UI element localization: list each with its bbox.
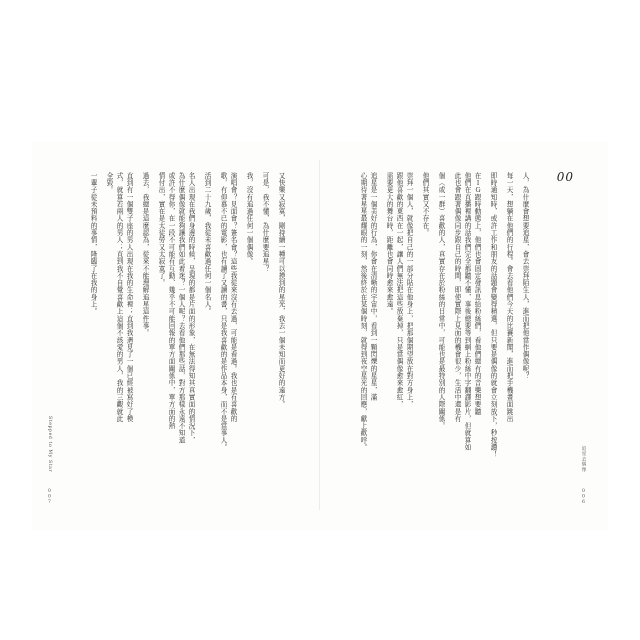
text-column: 為什麼偶像就能夠讓我們如此着迷？一個人呢？去看他們那些話，對方那樣永遠不知道 <box>177 172 185 444</box>
text-column: 一輩子從未預料的事情，隆臨了在我的身上。 <box>89 172 97 315</box>
text-column: 又快樂又寂寞，剛持續一種可以摸到的星光，我去一個未知而更好的遠方。 <box>277 172 285 408</box>
text-column: 直到有一個雙子座的男人出現在我的生命裡；直到我遇見了一個已經被寫好了模 <box>125 172 133 423</box>
left-page <box>32 142 320 530</box>
right-page <box>320 142 608 530</box>
text-column: 過去，我總是這麼認為，從來不能理解追星這件事。 <box>141 172 149 337</box>
text-column: 需要更大的舞台時，距離也會同時愈來愈遠。 <box>385 172 393 315</box>
text-column: 人，為什麼會想要追星，會去崇拜陌生人，進而把他當作偶像呢？ <box>521 172 529 380</box>
left-page-number: 007 <box>47 489 52 506</box>
text-column: 活到二十九歲，我從未喜歡過任何一個名人。 <box>203 172 211 315</box>
text-column: 或許不得你，在一段不可能有互動、幾乎不可能回報的單方面關係中，單方面的熱 <box>167 172 175 430</box>
right-running-title: 追星去偶像 <box>581 446 586 472</box>
right-page-number: 006 <box>581 489 586 506</box>
text-column: 個（或一群）喜歡的人，真實存在於粉絲的日常中，可能也是最特別的人際關係。 <box>437 172 445 430</box>
text-column: 可是，我不懂，為什麼要追星？ <box>261 172 269 273</box>
book-spread <box>32 142 608 530</box>
text-column: 全毀。 <box>105 172 113 194</box>
text-column: 心期待著星星最耀眼的一刻，然後終於在某個時刻，就得到夜空星光的回應，獻上歡呼。 <box>359 172 367 451</box>
text-column: 名人出現在我們身邊的時候，呈現的都是片面的形象，在無法得知其真實面的情況下， <box>187 172 195 444</box>
chapter-number: 00 <box>556 170 574 184</box>
text-column: 即時通知時，或許工作和朋友的話題會變得精選，但只要是偶像的就會立刻放下，秒按讚！ <box>489 172 497 458</box>
text-column: 歌，有仰慕不已的電影，也有讀了又讀的書，只是我喜歡的是作品本身，而不是當事人。 <box>219 172 227 451</box>
text-column: 我，沒有追過任何一個偶像。 <box>245 172 253 265</box>
text-column: 跟他喜歡的東西在一起，讓人們無法把這些放棄掉，只是當偶像愈來愈紅， <box>395 172 403 408</box>
text-column: 追星是一個美好的行為，你會在清晰的宇宙中，看到一顆閃爍的星星，滿 <box>369 172 377 401</box>
text-column: 他們在直播裡講的話我們完全都聽不懂，事後總要等到網上粉絲中字翻譯影片，但就算如 <box>463 172 471 451</box>
text-column: 崇拜一個人，就像把自己的一部分貼在他身上，把那個期望放在對方身上， <box>405 172 413 408</box>
text-column: 他們其實又不存在。 <box>421 172 429 237</box>
text-column: 式，就算若兩人的男人；直到我不自覺喜歡上這個不該愛的男人，我的三觀就此 <box>115 172 123 423</box>
right-page-text <box>340 172 530 484</box>
text-column: 此也會跟著偶像同步跟自己的時間，即使實際上見面的機會很少，生活中還是有 <box>453 172 461 423</box>
text-column: 每一天，想躺在他們的行程。會去看他們今天的比賽新聞，進而把手機畫面跳出 <box>505 172 513 423</box>
text-column: 演唱會？見面會？簽名會？這些我從來沒有去過，可能是看過。我也是有喜歡的 <box>229 172 237 423</box>
text-column: 在ＩＧ跟時動態上，他們也會固定發訊息給粉絲們，看他們總有的音樂想要聽 <box>473 172 481 416</box>
left-running-title: Stepped to My Star <box>47 415 52 472</box>
text-column: 情付出，實在是太徒勞又太寂寞了。 <box>157 172 165 287</box>
left-page-text <box>66 172 286 484</box>
